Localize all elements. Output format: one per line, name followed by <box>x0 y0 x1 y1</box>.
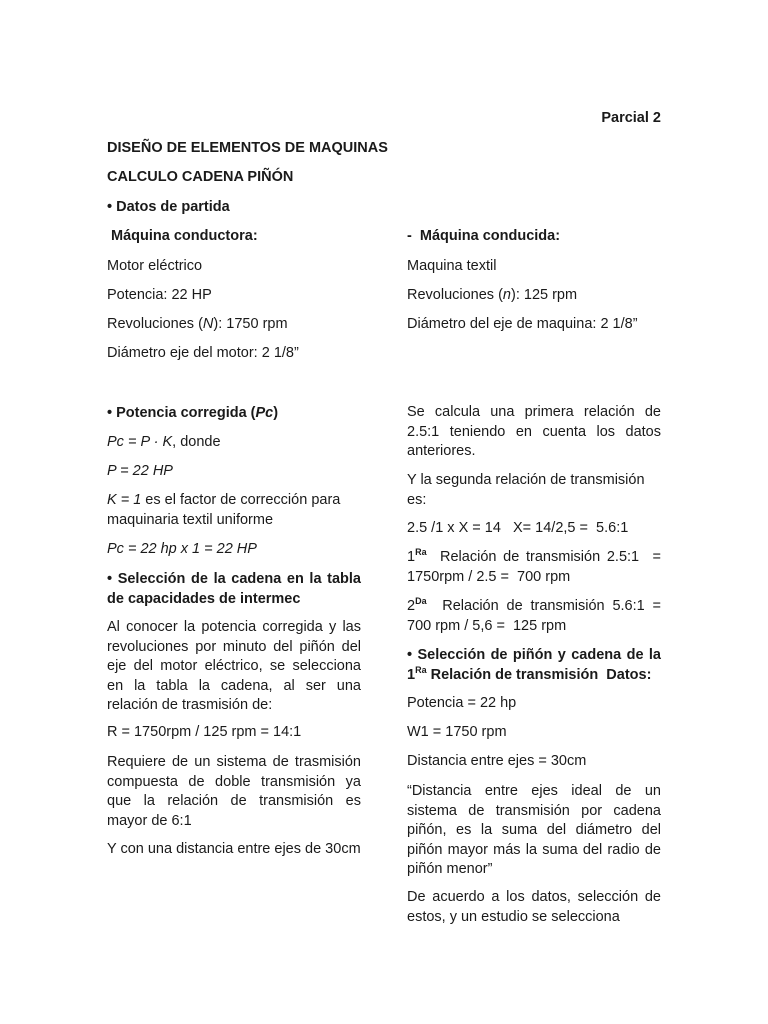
k-factor-text <box>107 491 361 530</box>
r-formula: R = 1750rpm / 125 rpm = 14:1 <box>107 724 302 740</box>
calc-text: 2.5 /1 x X = 14 X= 14/2,5 = 5.6:1 <box>407 520 629 536</box>
distancia-text: Y con una distancia entre ejes de 30cm <box>107 841 361 857</box>
rev-prefix: Revoluciones ( <box>407 287 503 303</box>
pc-formula <box>107 434 361 450</box>
relacion-2-text <box>407 596 666 636</box>
acuerdo-text: De acuerdo a los datos, selección de estos, y un estudio se selecciona <box>407 889 661 925</box>
conductora-heading: Máquina conductora: <box>107 228 258 244</box>
r1-number: 1 <box>407 549 416 565</box>
potencia-dato: Potencia = 22 hp <box>407 695 517 711</box>
page-header-label: Parcial 2 <box>601 110 661 126</box>
pc-heading-suffix: ) <box>273 405 279 421</box>
conducida-heading: - Máquina conducida: <box>407 228 561 244</box>
pc-formula-suffix: , donde <box>172 434 221 450</box>
distancia-dato: Distancia entre ejes = 30cm <box>407 753 587 769</box>
pc-heading-prefix: • Potencia corregida ( <box>107 405 256 421</box>
relacion-1-text <box>407 547 666 587</box>
sel-heading-superscript: Ra <box>415 664 427 675</box>
rev-prefix: Revoluciones ( <box>107 316 203 332</box>
r2-number: 2 <box>407 598 416 614</box>
potencia-corregida-heading <box>107 405 361 421</box>
rev-suffix: ): 125 rpm <box>511 287 578 303</box>
sel-heading-prefix: • Selección de piñón y cadena de la 1 <box>407 647 661 683</box>
sel-heading-suffix: Relación de transmisión Datos: <box>426 666 652 683</box>
requiere-text: Requiere de un sistema de trasmisión compuesta de doble transmisión ya que la relación de transmisión es mayor de 6:1 <box>107 754 361 829</box>
conductora-motor: Motor eléctrico <box>107 258 203 274</box>
seleccion-text: Al conocer la potencia corregida y las revoluciones por minuto del piñón del eje del motor eléctrico, se selecciona en la tabla la cadena, al ser una relación de trasmisión de: <box>107 619 361 713</box>
r1-superscript: Ra <box>415 547 427 558</box>
conducida-maquina: Maquina textil <box>407 258 497 274</box>
k-symbol: K = 1 <box>107 492 142 508</box>
conducida-revoluciones <box>407 287 577 303</box>
document-title: DISEÑO DE ELEMENTOS DE MAQUINAS <box>107 140 388 156</box>
segunda-relacion-text: Y la segunda relación de transmisión es: <box>407 472 645 508</box>
rev-symbol: N <box>202 316 214 332</box>
seleccion-cadena-heading: • Selección de la cadena en la tabla de capacidades de intermec <box>107 571 361 607</box>
primera-relacion-text: Se calcula una primera relación de 2.5:1 teniendo en cuenta los datos anteriores. <box>407 404 661 459</box>
r1-description: Relación de transmisión 2.5:1 = 1750rpm / 2.5 = 700 rpm <box>407 549 666 585</box>
w1-dato: W1 = 1750 rpm <box>407 724 507 740</box>
rev-symbol: n <box>502 287 511 303</box>
k-description: es el factor de corrección para maquinaria textil uniforme <box>107 492 341 528</box>
section-datos-heading: • Datos de partida <box>107 199 230 215</box>
document-subtitle: CALCULO CADENA PIÑÓN <box>107 169 294 185</box>
pc-formula-expr: Pc = P · K <box>107 434 173 450</box>
conductora-diametro: Diámetro eje del motor: 2 1/8” <box>107 345 299 361</box>
quote-text: “Distancia entre ejes ideal de un sistema de transmisión por cadena piñón, es la suma del diámetro del piñón mayor más la suma del radio de piñón menor” <box>407 783 661 877</box>
r2-description: Relación de transmisión 5.6:1 = 700 rpm / 5,6 = 125 rpm <box>407 598 666 634</box>
pc-heading-symbol: Pc <box>255 405 274 421</box>
conducida-diametro: Diámetro del eje de maquina: 2 1/8” <box>407 316 638 332</box>
conductora-revoluciones <box>107 316 288 332</box>
pc-result: Pc = 22 hp x 1 = 22 HP <box>107 541 257 557</box>
r2-superscript: Da <box>415 596 427 607</box>
p-value: P = 22 HP <box>107 463 173 479</box>
seleccion-pinon-heading <box>407 646 661 685</box>
conductora-potencia: Potencia: 22 HP <box>107 287 212 303</box>
rev-suffix: ): 1750 rpm <box>213 316 288 332</box>
